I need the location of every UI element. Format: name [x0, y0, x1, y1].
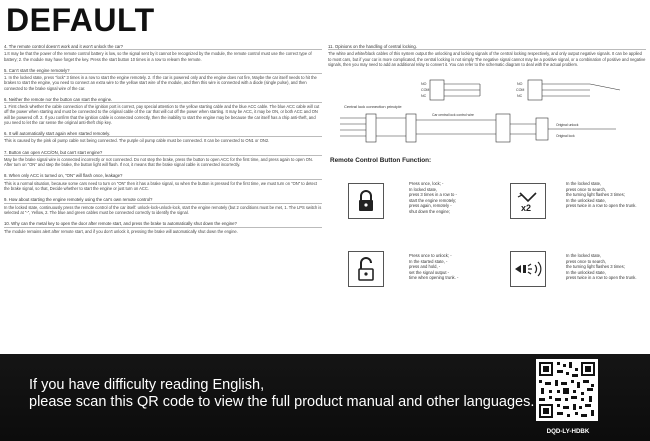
faq-heading: 5. Can't start the engine remotely? — [4, 68, 322, 74]
trunk-function-text: In the locked state, press once to search, the turning light flashes 3 times; In the unlocked state, press twice in a row to open the trunk. — [566, 181, 637, 209]
qr-caption: DQD-LY-HDBK — [546, 428, 590, 435]
faq-body: The white and white/black cables of this system output the unlocking and locking signals of the central locking respectively, and only output negative signals. It can be applied to most cars, but if your car is more complicated, the central locking is not simply The negative signal cannot may be a positive signal, or a combination of positive and negative signals, then you may need to add an additional relay to convert it. You can refer to the schematic diagram to deal with the actual problem. — [328, 51, 646, 67]
diagram-label: Car central lock control wire — [432, 113, 474, 117]
faq-body: May be the brake signal wire is connected incorrectly or not connected. Do not step the brake, press the button to open ACC for the first time, and press again to open ON. After turn on "ON" and step the brake, the button light will flash. If not, it means that the brake signal cable is connected incorrectly. — [4, 157, 314, 168]
central-lock-diagram — [336, 104, 636, 148]
faq-body: This is caused by the pink oil pump cable not being connected. The purple oil pump cable must be connected. It can be connected to ON1 or ON2. — [4, 138, 270, 144]
faq-heading: 6. It will automatically start again when started remotely. — [4, 131, 322, 137]
lock-function-text: Press once, lock; - In locked state, press 3 times in a row to - start the engine remotely; press again, remotely - shut down the engine; — [409, 181, 457, 214]
faq-section — [4, 97, 322, 125]
svg-text:x2: x2 — [521, 203, 532, 213]
diagram-label: Original lock — [556, 134, 575, 138]
faq-heading: 4. The remote control doesn't work and it won't unlock the car? — [4, 44, 322, 50]
faq-section — [4, 197, 322, 215]
diagram-label: NC — [421, 94, 427, 98]
diagram-label: NO — [517, 82, 523, 86]
unlock-icon — [348, 251, 384, 287]
faq-heading: 8. When only ACC is turned on, "ON" will flash once, leakage? — [4, 173, 322, 179]
faq-heading: 7. Button can open ACC/ON, but can't start engine? — [4, 150, 322, 156]
faq-left-column — [4, 44, 322, 240]
diagram-label: COM — [516, 88, 525, 92]
faq-section — [4, 44, 322, 62]
search-signal-icon — [510, 251, 546, 287]
search-function-text: In the locked state, press once to search, the turning light flashes 3 times; In the unlocked state, press twice in a row to open the trunk. — [566, 253, 637, 281]
faq-body: 1.It may be that the power of the remote control battery is low, so the signal sent by it cannot be recognized by the module, the remote control must use the correct type of battery; 2. the module may have forget the key. Press the start button 10 times in a row to relearn the remote. — [4, 51, 312, 62]
faq-heading: 10. Why can the metal key to open the door after remote start, and press the brake to automatically shut down the engine? — [4, 221, 322, 227]
faq-section — [328, 44, 646, 67]
diagram-label: NO — [421, 82, 427, 86]
lock-icon — [348, 183, 384, 219]
relay-wiring-diagram — [420, 78, 640, 102]
unlock-function-text: Press once to unlock; - In the started state, - press and hold, - set the signal output - time when opening trunk. - — [409, 253, 459, 281]
page-title: DEFAULT — [6, 2, 155, 38]
functions-title: Remote Control Button Function: — [330, 157, 432, 164]
faq-body: 1. First check whether the cable connection of the ignition port is correct, pay special attention to the yellow starting cable and the blue ACC cable. The blue ACC cable will cut off the power when starting and must be connected to the original cable of the car that will cut off the power when starting. It may be ACC, it may be ON, or both ACC and ON will be powered off. 2. If you confirm that the ignition cable is connected correctly, then the inability to start the engine may be because the car itself has a chip anti-theft, and you need to let the car sense the original anti-theft chip key. — [4, 104, 320, 125]
faq-section — [4, 173, 322, 191]
faq-body: 1. In the locked state, press "lock" 3 times in a row to start the engine remotely. 2. If the car is powered only and the engine does not fire, Maybe the car itself needs to hit the brakes to start the engine, you need to connect an extra wire to the yellow start wire of the module, and then this wire is connected with a diode (single pulse), and then connected to the brake signal wire of the car. — [4, 75, 317, 91]
faq-section — [4, 68, 322, 91]
footer-line-2: please scan this QR code to view the full product manual and other languages. — [29, 394, 535, 410]
faq-heading: 6. Neither the remote nor the button can start the engine. — [4, 97, 322, 103]
faq-section — [4, 150, 322, 168]
faq-body: The module remains alert after remote start, and if you don't unlock it, pressing the brake will automatically shut down the engine. — [4, 228, 238, 234]
diagram-label: Original unlock — [556, 123, 579, 127]
qr-code[interactable] — [536, 359, 598, 421]
faq-body: In the locked state, continuously press the remote control of the car itself: unlock-lock-unlock-lock, start the engine remotely (but 2 conditions must be met, 1. The LPS switch is selected at "-", Yellow, 2. The blue and green cables must be connected correctly to identify the signal. — [4, 204, 322, 215]
faq-body: This is a normal situation, because some cars need to turn on "ON" then it has a brake signal, so when the button is pressed for the first time, we must turn on "ON" to detect the brake signal, so that, Decide whether to start the engine or just turn on ACC. — [4, 180, 317, 192]
faq-section — [4, 221, 322, 234]
diagram-label: COM — [421, 88, 430, 92]
faq-heading: 9. How about starting the engine remotely using the car's own remote control? — [4, 197, 322, 203]
footer-line-1: If you have difficulty reading English, — [29, 377, 265, 393]
faq-section — [4, 131, 322, 144]
trunk-x2-icon — [510, 183, 546, 219]
diagram-label: NC — [517, 94, 523, 98]
faq-right-column — [328, 44, 646, 73]
diagram-title: Central lock connection principle — [344, 104, 402, 109]
faq-heading: 11. Opinions on the handling of central locking. — [328, 44, 646, 50]
